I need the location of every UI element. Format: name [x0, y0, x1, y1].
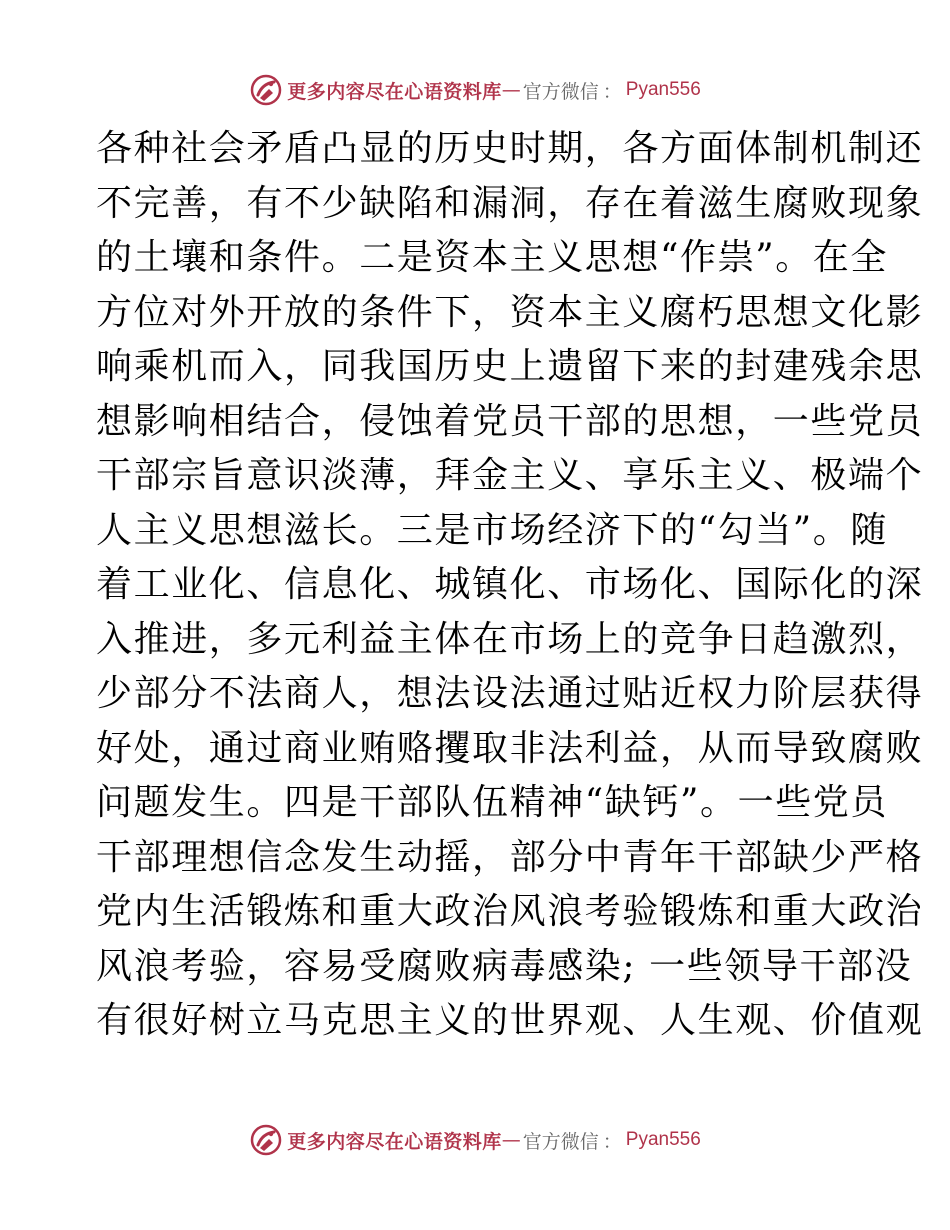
- hand-seal-logo-icon: [249, 1123, 283, 1157]
- text-line: 着工业化、信息化、城镇化、市场化、国际化的深: [96, 564, 924, 605]
- text-line: 各种社会矛盾凸显的历史时期，各方面体制机制还: [96, 128, 924, 169]
- banner-wechat-id: Pyan556: [625, 79, 701, 100]
- text-line: 不完善，有不少缺陷和漏洞，存在着滋生腐败现象: [96, 182, 924, 224]
- banner-subtitle: 官方微信: [522, 1130, 599, 1153]
- hand-seal-logo-icon: [249, 73, 283, 107]
- text-line: 人主义思想滋长。三是市场经济下的“勾当”。随: [96, 509, 889, 551]
- text-line: 响乘机而入，同我国历史上遗留下来的封建残余思: [96, 346, 924, 387]
- header-banner: [0, 70, 950, 110]
- banner-subtitle: 官方微信: [522, 80, 599, 103]
- banner-separator: ：: [602, 80, 622, 103]
- text-line: 好处，通过商业贿赂攫取非法利益，从而导致腐败: [96, 727, 924, 769]
- footer-banner: [0, 1120, 950, 1160]
- text-line: 的土壤和条件。二是资本主义思想“作祟”。在全: [96, 237, 889, 278]
- text-line: 风浪考验，容易受腐败病毒感染; 一些领导干部没: [96, 945, 913, 987]
- banner-dash: —: [501, 79, 521, 101]
- banner-separator: ：: [602, 1130, 622, 1153]
- text-line: 有很好树立马克思主义的世界观、人生观、价值观: [96, 1000, 924, 1041]
- banner-title: 更多内容尽在心语资料库: [287, 80, 502, 103]
- text-line: 党内生活锻炼和重大政治风浪考验锻炼和重大政治: [96, 891, 924, 932]
- banner-wechat-id: Pyan556: [625, 1129, 701, 1150]
- banner-title: 更多内容尽在心语资料库: [287, 1130, 502, 1153]
- text-line: 入推进，多元利益主体在市场上的竞争日趋激烈，: [96, 618, 924, 660]
- text-line: 方位对外开放的条件下，资本主义腐朽思想文化影: [96, 291, 924, 333]
- document-body: [96, 122, 924, 1049]
- text-line: 干部宗旨意识淡薄，拜金主义、享乐主义、极端个: [96, 455, 924, 496]
- text-line: 问题发生。四是干部队伍精神“缺钙”。一些党员: [96, 782, 889, 823]
- text-line: 少部分不法商人，想法设法通过贴近权力阶层获得: [96, 673, 924, 714]
- text-line: 想影响相结合，侵蚀着党员干部的思想，一些党员: [96, 400, 924, 442]
- banner-dash: —: [501, 1129, 521, 1151]
- text-line: 干部理想信念发生动摇，部分中青年干部缺少严格: [96, 836, 924, 878]
